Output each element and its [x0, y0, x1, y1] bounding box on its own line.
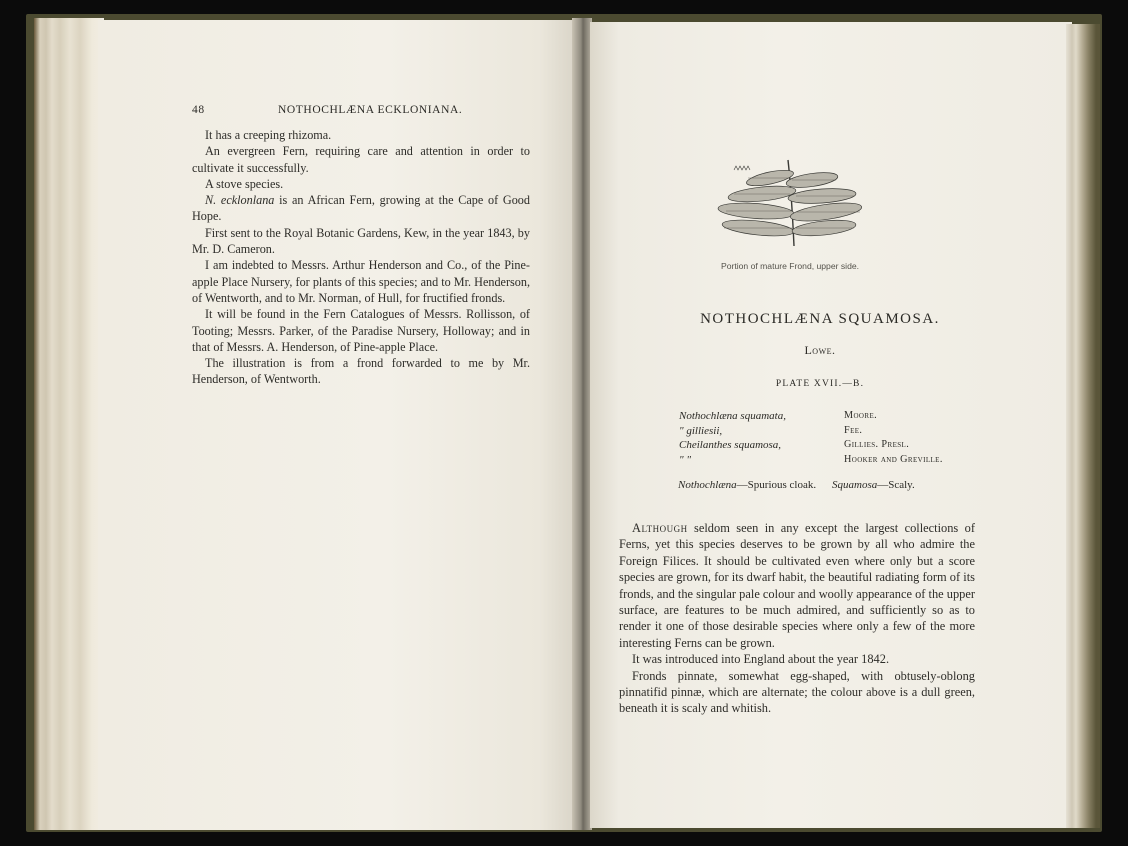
paragraph: I am indebted to Messrs. Arthur Henderson and Co., of the Pine-apple Place Nursery, for plants of this species; and to Mr. Henderson, of Wentworth, and to Mr. Norman, of Hull, for fructified fronds. — [192, 258, 530, 305]
etymology-meaning: —Spurious cloak. — [736, 479, 817, 491]
synonym-authorities — [844, 409, 994, 467]
synonym-authority: Fee. — [844, 424, 863, 436]
etymology-meaning: —Scaly. — [877, 479, 915, 491]
page-edges-right — [1066, 24, 1100, 828]
paragraph-text: is an African Fern, growing at the Cape of Good Hope. — [192, 193, 530, 224]
plate-label: PLATE XVII.—B. — [775, 379, 865, 389]
synonym-authority: Moore. — [844, 410, 878, 421]
etymology-term: Nothochlæna — [678, 479, 737, 491]
species-name: N. ecklonlana — [205, 193, 275, 208]
paragraph: First sent to the Royal Botanic Gardens, Kew, in the year 1843, by Mr. D. Cameron. — [192, 225, 530, 257]
drop-word: Although — [632, 521, 688, 535]
page-edges-left — [34, 18, 104, 830]
running-header — [192, 104, 530, 120]
paragraph: It will be found in the Fern Catalogues of Messrs. Rollisson, of Tooting; Messrs. Parker, of the Paradise Nursery, Holloway; and in that of Messrs. A. Henderson, of Pine-apple Place. — [192, 307, 530, 354]
species-author: Lowe. — [804, 343, 836, 357]
synonym-names — [679, 409, 819, 467]
synonym-name: " gilliesii, — [679, 424, 723, 437]
paragraph-text: seldom seen in any except the largest collections of Ferns, yet this species deserves to be grown by all who admire the Foreign Filices. It should be cultivated even where only but a score species are grown, for its dwarf habit, the beautiful radiating form of its fronds, and the singular pale colour and woolly appearance of the upper surface, are features to be much admired, and sufficiently so as to render it one of those desirable species where only a few of the more interesting Ferns can be grown. — [619, 521, 975, 650]
left-page-text — [192, 127, 530, 388]
synonym-name: Nothochlæna squamata, — [679, 410, 786, 422]
paragraph — [619, 520, 975, 651]
paragraph: It has a creeping rhizoma. — [205, 128, 332, 142]
species-title: NOTHOCHLÆNA SQUAMOSA. — [700, 311, 940, 327]
etymology-entry — [832, 479, 915, 491]
synonym-name: " " — [679, 453, 691, 466]
synonym-name: Cheilanthes squamosa, — [679, 439, 782, 452]
paragraph: It was introduced into England about the year 1842. — [632, 652, 890, 667]
right-page-text — [619, 520, 975, 717]
page-number: 48 — [192, 104, 205, 116]
book-gutter — [572, 18, 592, 830]
paragraph — [192, 192, 530, 225]
figure-caption: Portion of mature Frond, upper side. — [720, 261, 860, 271]
etymology-term: Squamosa — [832, 479, 878, 491]
paragraph: An evergreen Fern, requiring care and attention in order to cultivate it successfully. — [192, 144, 530, 175]
running-title: NOTHOCHLÆNA ECKLONIANA. — [278, 104, 463, 116]
paragraph: A stove species. — [205, 176, 284, 191]
synonym-authority: Gillies. Presl. — [844, 439, 910, 451]
paragraph: The illustration is from a frond forwarded to me by Mr. Henderson, of Wentworth. — [192, 356, 530, 387]
paragraph: Fronds pinnate, somewhat egg-shaped, with obtusely-oblong pinnatifid pinnæ, which are alternate; the colour above is a dull green, beneath it is scaly and whitish. — [619, 668, 975, 716]
synonym-authority: Hooker and Greville. — [844, 453, 943, 465]
fern-frond-illustration — [712, 158, 862, 248]
etymology-entry — [678, 479, 816, 491]
